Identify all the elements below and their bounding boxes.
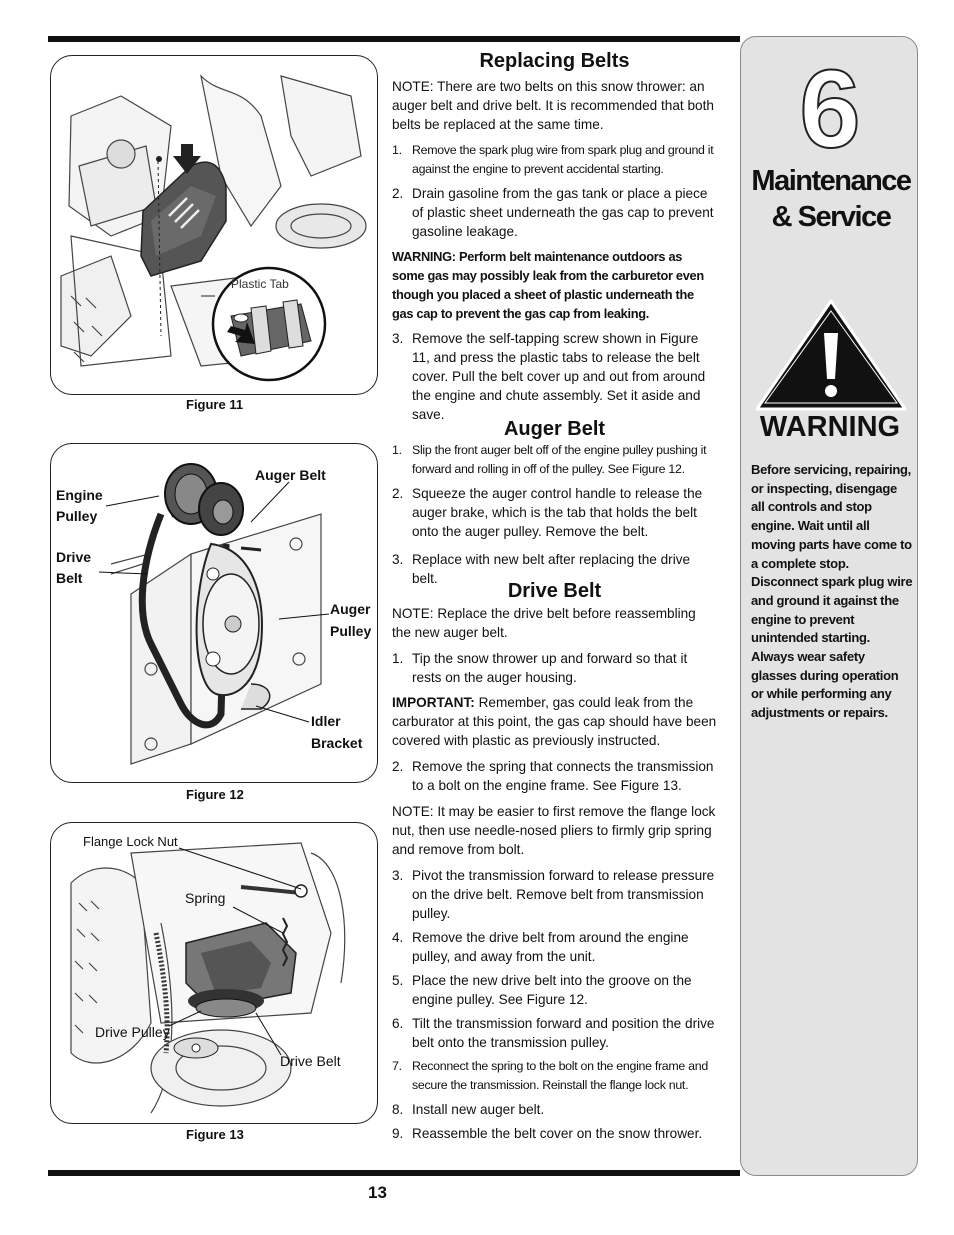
auger-pulley-label-2: Pulley — [330, 623, 372, 639]
drive-belt-important — [392, 693, 717, 750]
replacing-belts-step-3 — [392, 329, 717, 424]
replacing-belts-heading: Replacing Belts — [479, 50, 630, 72]
step-text: Remove the self-tapping screw shown in Figure 11, and press the plastic tabs to release the belt cover. Pull the belt cover up and out from around the engine and chute assembly. Set it aside and save. — [412, 331, 706, 422]
bottom-rule — [48, 1170, 740, 1176]
replacing-belts-step-2 — [392, 184, 717, 241]
step-text: Remove the spark plug wire from spark plug and ground it against the engine to prevent accidental starting. — [412, 143, 714, 176]
chapter-side-panel — [740, 36, 918, 1176]
figure-12-box — [50, 443, 378, 783]
drive-belt-step-1 — [392, 649, 717, 687]
step-number: 5. — [392, 973, 404, 988]
step-text: Tip the snow thrower up and forward so that it rests on the auger housing. — [412, 651, 688, 685]
step-number: 7. — [392, 1059, 402, 1073]
step-text: Drain gasoline from the gas tank or place a piece of plastic sheet underneath the gas cap to prevent gasoline leakage. — [412, 186, 714, 239]
drive-belt-step-7 — [392, 1057, 717, 1095]
step-number: 2. — [392, 486, 404, 501]
figure-11-box — [50, 55, 378, 395]
drive-belt-section — [392, 582, 717, 1143]
step-number: 9. — [392, 1126, 404, 1141]
step-number: 2. — [392, 186, 404, 201]
step-text: Reassemble the belt cover on the snow thrower. — [412, 1126, 703, 1141]
figure-13-box — [50, 822, 378, 1124]
important-label: IMPORTANT: — [392, 695, 475, 710]
drive-belt-step-9 — [392, 1124, 717, 1143]
step-number: 1. — [392, 651, 404, 666]
auger-belt-step-2 — [392, 484, 717, 541]
flange-lock-nut-label: Flange Lock Nut — [83, 834, 178, 849]
figure-12-caption: Figure 12 — [186, 787, 244, 802]
important-text: Remember, gas could leak from the carburator at this point, the gas cap should have been covered with plastic as previously instructed. — [392, 695, 717, 748]
step-number: 8. — [392, 1102, 404, 1117]
belt-maintenance-warning: WARNING: Perform belt maintenance outdoors as some gas may possibly leak from the carburetor even though you placed a sheet of plastic underneath the gas cap to prevent the gas cap from leaking. — [392, 249, 704, 321]
auger-pulley-label-1: Auger — [330, 601, 371, 617]
chapter-title — [735, 163, 927, 235]
step-text: Pivot the transmission forward to release pressure on the drive belt. Remove belt from transmission pulley. — [412, 868, 715, 921]
step-text: Remove the spring that connects the transmission to a bolt on the engine frame. See Figure 13. — [412, 759, 714, 793]
drive-belt-label-2: Belt — [56, 570, 83, 586]
chapter-number: 6 — [799, 48, 861, 171]
step-number: 3. — [392, 331, 404, 346]
replacing-belts-step-1 — [392, 141, 717, 179]
auger-belt-section — [392, 420, 717, 588]
drive-belt-label-1: Drive — [56, 549, 92, 565]
warning-heading: WARNING — [759, 411, 901, 443]
engine-pulley-label-1: Engine — [56, 487, 103, 503]
figure-13-caption: Figure 13 — [186, 1127, 244, 1142]
drive-belt-step-6 — [392, 1014, 717, 1052]
step-text: Reconnect the spring to the bolt on the engine frame and secure the transmission. Reinstall the flange lock nut. — [412, 1059, 708, 1092]
engine-pulley-label-2: Pulley — [56, 508, 98, 524]
drive-belt-step-4 — [392, 928, 717, 966]
step-text: Squeeze the auger control handle to release the auger brake, which is the tab that holds the belt onto the auger pulley. Remove the belt. — [412, 486, 703, 539]
step-number: 4. — [392, 930, 404, 945]
replacing-belts-note: NOTE: There are two belts on this snow thrower: an auger belt and drive belt. It is recommended that both belts be replaced at the same time. — [392, 79, 714, 132]
chapter-title-line-1: Maintenance — [751, 165, 911, 197]
step-text: Slip the front auger belt off of the engine pulley pushing it forward and rolling in off of the pulley. See Figure 12. — [412, 443, 707, 476]
drive-belt-note-2: NOTE: It may be easier to first remove the flange lock nut, then use needle-nosed pliers to firmly grip spring and remove from bolt. — [392, 804, 716, 857]
step-text: Replace with new belt after replacing the drive belt. — [412, 552, 691, 586]
drive-belt-fig13-label: Drive Belt — [280, 1053, 341, 1069]
top-rule — [48, 36, 740, 42]
plastic-tab-label: Plastic Tab — [231, 277, 289, 291]
page-number: 13 — [368, 1183, 387, 1202]
drive-belt-step-8 — [392, 1100, 717, 1119]
idler-bracket-label-1: Idler — [311, 713, 341, 729]
step-number: 1. — [392, 143, 402, 157]
chapter-title-line-2: & Service — [771, 201, 891, 233]
figure-11-illustration — [51, 56, 378, 395]
step-number: 3. — [392, 868, 404, 883]
step-text: Remove the drive belt from around the engine pulley, and away from the unit. — [412, 930, 689, 964]
drive-belt-step-3 — [392, 866, 717, 923]
warning-text: Before servicing, repairing, or inspecting, disengage all controls and stop engine. Wait until all moving parts have come to a complete stop. Disconnect spark plug wire and ground it against the engine to prevent unintended starting. Always wear safety glasses during operation or while performing any adjustments or repairs. — [751, 462, 913, 721]
figure-11-caption: Figure 11 — [186, 397, 244, 412]
warning-triangle-icon — [755, 299, 907, 411]
step-text: Install new auger belt. — [412, 1102, 545, 1117]
drive-belt-step-5 — [392, 971, 717, 1009]
spring-label: Spring — [185, 890, 226, 906]
drive-belt-note: NOTE: Replace the drive belt before reassembling the new auger belt. — [392, 606, 696, 640]
step-number: 6. — [392, 1016, 404, 1031]
step-text: Place the new drive belt into the groove on the engine pulley. See Figure 12. — [412, 973, 692, 1007]
step-number: 1. — [392, 443, 402, 457]
auger-belt-heading: Auger Belt — [503, 418, 606, 440]
figure-13-illustration — [51, 823, 378, 1124]
auger-belt-step-1 — [392, 441, 717, 479]
auger-belt-label: Auger Belt — [255, 467, 326, 483]
idler-bracket-label-2: Bracket — [311, 735, 363, 751]
step-text: Tilt the transmission forward and position the drive belt onto the transmission pulley. — [412, 1016, 715, 1050]
drive-pulley-label: Drive Pulley — [95, 1024, 170, 1040]
replacing-belts-section — [392, 52, 717, 424]
step-number: 3. — [392, 552, 404, 567]
drive-belt-heading: Drive Belt — [507, 580, 602, 602]
step-number: 2. — [392, 759, 404, 774]
drive-belt-step-2 — [392, 757, 717, 795]
